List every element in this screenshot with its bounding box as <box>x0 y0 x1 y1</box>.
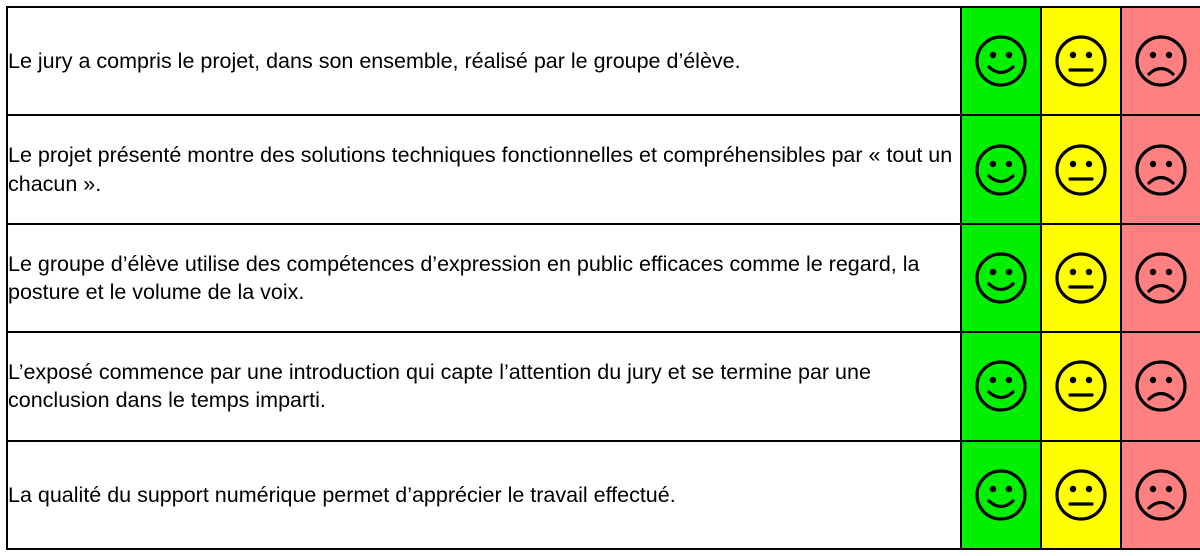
table-row <box>7 7 1200 115</box>
rating-cell-good[interactable] <box>961 441 1041 549</box>
rating-cell-neutral[interactable] <box>1041 332 1121 440</box>
smiley-happy-icon <box>972 466 1030 524</box>
table-row <box>7 224 1200 332</box>
smiley-happy-icon <box>972 32 1030 90</box>
criterion-text: Le groupe d’élève utilise des compétences d’expression en public efficaces comme le regard, la posture et le volume de la voix. <box>7 224 961 332</box>
table-row <box>7 441 1200 549</box>
criterion-text: Le jury a compris le projet, dans son ensemble, réalisé par le groupe d’élève. <box>7 7 961 115</box>
smiley-sad-icon <box>1132 357 1190 415</box>
rating-cell-sad[interactable] <box>1121 7 1200 115</box>
criterion-text: L’exposé commence par une introduction qui capte l’attention du jury et se termine par une conclusion dans le temps imparti. <box>7 332 961 440</box>
rating-cell-good[interactable] <box>961 224 1041 332</box>
smiley-neutral-icon <box>1052 141 1110 199</box>
smiley-happy-icon <box>972 249 1030 307</box>
smiley-sad-icon <box>1132 141 1190 199</box>
smiley-neutral-icon <box>1052 32 1110 90</box>
rating-cell-good[interactable] <box>961 115 1041 223</box>
smiley-sad-icon <box>1132 32 1190 90</box>
criterion-text: Le projet présenté montre des solutions techniques fonctionnelles et compréhensibles par « tout un chacun ». <box>7 115 961 223</box>
smiley-neutral-icon <box>1052 466 1110 524</box>
rating-cell-good[interactable] <box>961 332 1041 440</box>
rating-cell-sad[interactable] <box>1121 115 1200 223</box>
smiley-sad-icon <box>1132 249 1190 307</box>
rating-cell-sad[interactable] <box>1121 332 1200 440</box>
smiley-sad-icon <box>1132 466 1190 524</box>
table-row <box>7 115 1200 223</box>
rating-cell-neutral[interactable] <box>1041 7 1121 115</box>
rating-cell-neutral[interactable] <box>1041 441 1121 549</box>
rating-cell-neutral[interactable] <box>1041 115 1121 223</box>
rating-cell-sad[interactable] <box>1121 224 1200 332</box>
rating-cell-good[interactable] <box>961 7 1041 115</box>
rating-cell-neutral[interactable] <box>1041 224 1121 332</box>
smiley-happy-icon <box>972 357 1030 415</box>
table-row <box>7 332 1200 440</box>
criterion-text: La qualité du support numérique permet d’apprécier le travail effectué. <box>7 441 961 549</box>
smiley-neutral-icon <box>1052 357 1110 415</box>
evaluation-table <box>6 6 1200 550</box>
rating-cell-sad[interactable] <box>1121 441 1200 549</box>
smiley-neutral-icon <box>1052 249 1110 307</box>
smiley-happy-icon <box>972 141 1030 199</box>
table-body <box>7 7 1200 549</box>
